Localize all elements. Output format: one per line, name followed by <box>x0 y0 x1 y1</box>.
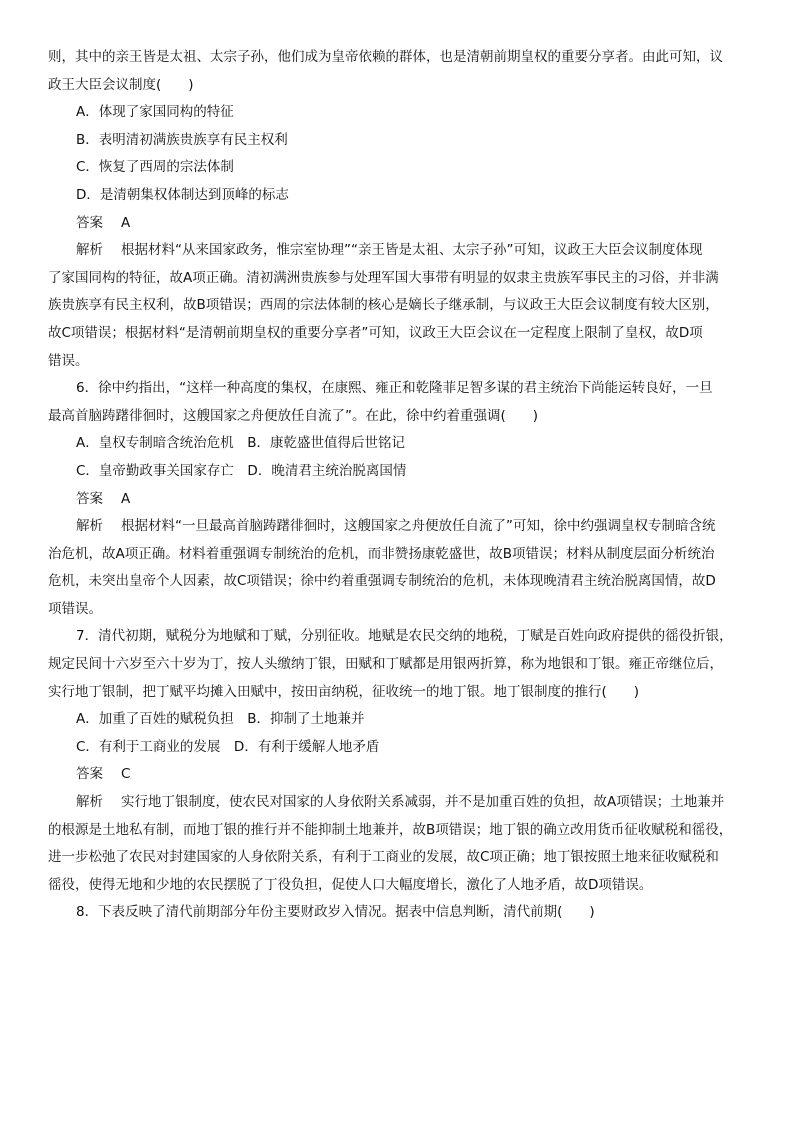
option-b: B．表明清初满族贵族享有民主权利 <box>76 131 288 148</box>
explanation-text: 治危机，故A项正确。材料着重强调专制统治的危机，而非赞扬康乾盛世，故B项错误；材料从制度层面分析统治 <box>48 545 715 562</box>
answer-line <box>48 761 748 789</box>
question-8-stem <box>48 899 748 927</box>
question-6-stem <box>48 375 748 430</box>
options-ab: A．加重了百姓的赋税负担 B．抑制了土地兼并 <box>76 711 365 728</box>
options-cd: C．皇帝勤政事关国家存亡 D．晚清君主统治脱离国情 <box>76 462 407 479</box>
explanation-text: 根据材料“一旦最高首脑踌躇徘徊时，这艘国家之舟便放任自流了”可知，徐中约强调皇权专制暗含统 <box>121 518 716 535</box>
explanation-label: 解析 <box>76 518 103 535</box>
explanation <box>48 237 748 375</box>
question-line: 6．徐中约指出，“这样一种高度的集权，在康熙、雍正和乾隆菲足智多谋的君主统治下尚能运转良好，一旦 <box>76 380 713 397</box>
question-5-stem <box>48 44 748 99</box>
answer-value: A <box>121 214 131 231</box>
explanation-first-line <box>48 237 748 265</box>
document-page <box>48 44 748 927</box>
option-c: C．恢复了西周的宗法体制 <box>76 159 234 176</box>
explanation-text: 的根源是土地私有制，而地丁银的推行并不能抑制土地兼并，故B项错误；地丁银的确立改用货币征收赋税和徭役， <box>48 821 733 838</box>
explanation-text: 族贵族享有民主权利，故B项错误；西周的宗法体制的核心是嫡长子继承制，与议政王大臣会议制度有较大区别， <box>48 297 719 314</box>
answer-line <box>48 486 748 514</box>
question-6-options <box>48 430 748 485</box>
question-line: 7．清代初期，赋税分为地赋和丁赋，分别征收。地赋是农民交纳的地税，丁赋是百姓向政府提供的徭役折银， <box>76 628 733 645</box>
question-5-options <box>48 99 748 209</box>
explanation-text: 项错误。 <box>48 600 102 617</box>
answer-label: 答案 <box>76 214 103 231</box>
question-line: 规定民间十六岁至六十岁为丁，按人头缴纳丁银，田赋和丁赋都是用银两折算，称为地银和丁银。雍正帝继位后， <box>48 656 723 673</box>
question-line: 最高首脑踌躇徘徊时，这艘国家之舟便放任自流了”。在此，徐中约着重强调( ) <box>48 407 539 424</box>
question-7-options <box>48 706 748 761</box>
explanation-label: 解析 <box>76 794 103 811</box>
answer-line <box>48 210 748 238</box>
explanation-label: 解析 <box>76 242 103 259</box>
explanation-text: 了家国同构的特征，故A项正确。清初满洲贵族参与处理军国大事带有明显的奴隶主贵族军事民主的习俗，并非满 <box>48 269 719 286</box>
explanation-first-line <box>48 513 748 541</box>
options-cd: C．有利于工商业的发展 D．有利于缓解人地矛盾 <box>76 738 380 755</box>
answer-value: C <box>121 766 131 783</box>
explanation-first-line <box>48 789 748 817</box>
explanation-text: 错误。 <box>48 352 89 369</box>
answer-label: 答案 <box>76 766 103 783</box>
option-a: A．体现了家国同构的特征 <box>76 104 234 121</box>
question-7-stem <box>48 623 748 706</box>
explanation-text: 实行地丁银制度，使农民对国家的人身依附关系减弱，并不是加重百姓的负担，故A项错误；土地兼并 <box>121 794 725 811</box>
answer-value: A <box>121 490 131 507</box>
options-ab: A．皇权专制暗含统治危机 B．康乾盛世值得后世铭记 <box>76 435 405 452</box>
explanation <box>48 513 748 623</box>
question-line: 实行地丁银制，把丁赋平均摊入田赋中，按田亩纳税，征收统一的地丁银。地丁银制度的推行( ) <box>48 683 640 700</box>
question-line: 政王大臣会议制度( ) <box>48 76 194 93</box>
explanation-text: 故C项错误；根据材料“是清朝前期皇权的重要分享者”可知，议政王大臣会议在一定程度上限制了皇权，故D项 <box>48 324 703 341</box>
explanation-text: 危机，未突出皇帝个人因素，故C项错误；徐中约着重强调专制统治的危机，未体现晚清君主统治脱离国情，故D <box>48 573 716 590</box>
question-line: 则，其中的亲王皆是太祖、太宗子孙，他们成为皇帝依赖的群体，也是清朝前期皇权的重要分享者。由此可知，议 <box>48 49 723 65</box>
explanation <box>48 789 748 899</box>
answer-label: 答案 <box>76 490 103 507</box>
option-d: D．是清朝集权体制达到顶峰的标志 <box>76 186 289 203</box>
question-line: 8．下表反映了清代前期部分年份主要财政岁入情况。据表中信息判断，清代前期( ) <box>76 904 595 921</box>
explanation-text: 进一步松弛了农民对封建国家的人身依附关系，有利于工商业的发展，故C项正确；地丁银按照土地来征收赋税和 <box>48 849 719 866</box>
explanation-text: 徭役，使得无地和少地的农民摆脱了丁役负担，促使人口大幅度增长，激化了人地矛盾，故D项错误。 <box>48 876 653 893</box>
explanation-text: 根据材料“从来国家政务，惟宗室协理”“亲王皆是太祖、太宗子孙”可知，议政王大臣会议制度体现 <box>121 242 703 259</box>
